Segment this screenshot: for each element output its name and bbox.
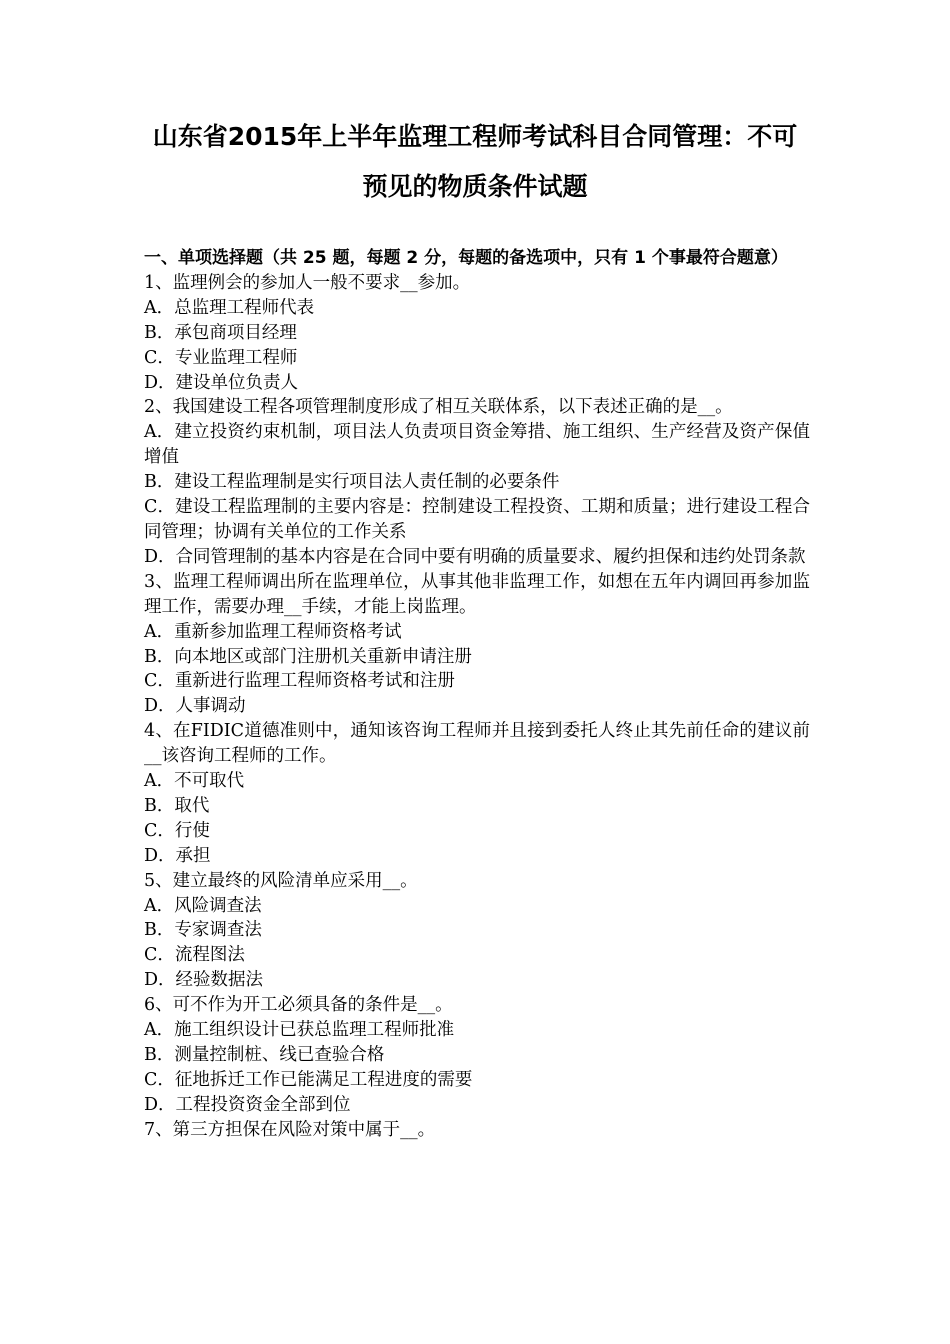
text-line: D．合同管理制的基本内容是在合同中要有明确的质量要求、履约担保和违约处罚条款 xyxy=(144,546,806,567)
text-line: 3、监理工程师调出所在监理单位，从事其他非监理工作，如想在五年内调回再参加监理工作，需要办理__手续，才能上岗监理。 xyxy=(144,571,810,617)
title-line-1: 山东省2015年上半年监理工程师考试科目合同管理：不可 xyxy=(152,122,798,151)
text-line: A．不可取代 xyxy=(144,771,245,792)
text-line: A．施工组织设计已获总监理工程师批准 xyxy=(144,1020,455,1041)
text-line: C．建设工程监理制的主要内容是：控制建设工程投资、工期和质量；进行建设工程合同管理；协调有关单位的工作关系 xyxy=(144,497,810,542)
text-line: B．向本地区或部门注册机关重新申请注册 xyxy=(144,646,472,667)
text-line: D．承担 xyxy=(144,845,211,866)
document-title xyxy=(120,112,830,212)
text-line: A．风险调查法 xyxy=(144,895,262,916)
text-line: 2、我国建设工程各项管理制度形成了相互关联体系，以下表述正确的是__。 xyxy=(144,397,733,418)
text-line: C．征地拆迁工作已能满足工程进度的需要 xyxy=(144,1069,473,1090)
text-line: A．重新参加监理工程师资格考试 xyxy=(144,621,402,642)
text-line: 5、建立最终的风险清单应采用__。 xyxy=(144,870,418,891)
text-line: B．建设工程监理制是实行项目法人责任制的必要条件 xyxy=(144,472,560,493)
text-line: C．流程图法 xyxy=(144,945,245,966)
title-line-2: 预见的物质条件试题 xyxy=(362,172,588,201)
text-line: D．建设单位负责人 xyxy=(144,372,299,393)
text-line: B．专家调查法 xyxy=(144,920,262,941)
text-line: B．取代 xyxy=(144,795,210,816)
text-line: 7、第三方担保在风险对策中属于__。 xyxy=(144,1119,436,1140)
text-line: A．总监理工程师代表 xyxy=(144,297,315,318)
section-heading: 一、单项选择题（共 25 题，每题 2 分，每题的备选项中，只有 1 个事最符合题意） xyxy=(144,248,788,268)
text-line: B．测量控制桩、线已查验合格 xyxy=(144,1045,385,1065)
text-line: C．重新进行监理工程师资格考试和注册 xyxy=(144,671,455,692)
text-line: 4、在FIDIC道德准则中，通知该咨询工程师并且接到委托人终止其先前任命的建议前__该咨询工程师的工作。 xyxy=(144,721,810,767)
text-line: C．行使 xyxy=(144,820,210,841)
text-line: D．工程投资资金全部到位 xyxy=(144,1094,351,1115)
text-line: 6、可不作为开工必须具备的条件是__。 xyxy=(144,995,453,1016)
document-body xyxy=(144,246,810,1143)
text-line: A．建立投资约束机制，项目法人负责项目资金筹措、施工组织、生产经营及资产保值增值 xyxy=(144,422,810,468)
text-line: C．专业监理工程师 xyxy=(144,347,298,368)
text-line: D．人事调动 xyxy=(144,696,246,717)
text-line: D．经验数据法 xyxy=(144,970,264,991)
text-line: B．承包商项目经理 xyxy=(144,322,297,343)
text-line: 1、监理例会的参加人一般不要求__参加。 xyxy=(144,272,471,293)
